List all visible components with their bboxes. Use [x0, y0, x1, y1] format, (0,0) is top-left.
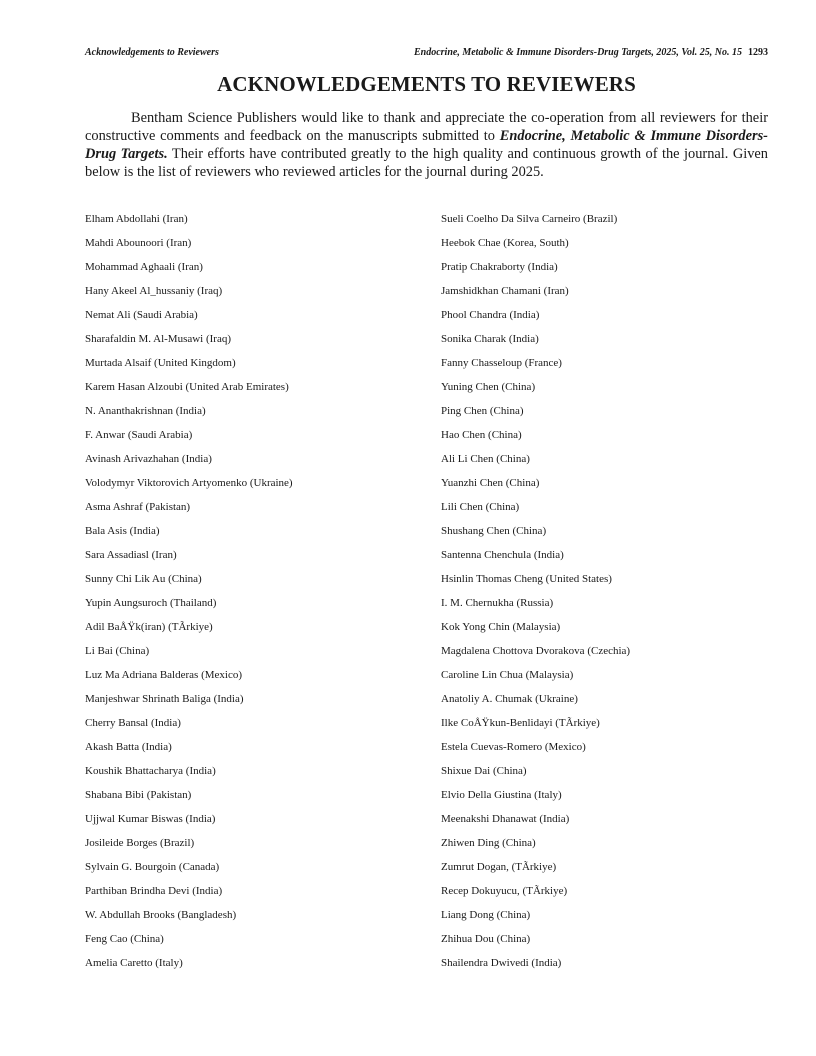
reviewer-name: Murtada Alsaif (United Kingdom) — [85, 357, 236, 369]
reviewer-name: Elvio Della Giustina (Italy) — [441, 789, 562, 801]
reviewer-name: Avinash Arivazhahan (India) — [85, 453, 212, 465]
reviewer-name: Shixue Dai (China) — [441, 765, 527, 777]
reviewer-name: Parthiban Brindha Devi (India) — [85, 885, 223, 897]
reviewer-name: Lili Chen (China) — [441, 501, 520, 513]
reviewer-name: Yuning Chen (China) — [441, 381, 536, 393]
reviewer-name: Shushang Chen (China) — [441, 525, 547, 537]
reviewer-name: Luz Ma Adriana Balderas (Mexico) — [85, 669, 242, 681]
reviewer-name: Li Bai (China) — [85, 645, 150, 657]
reviewer-name: Mahdi Abounoori (Iran) — [85, 237, 192, 249]
reviewer-name: Amelia Caretto (Italy) — [85, 957, 183, 969]
reviewer-name: Ujjwal Kumar Biswas (India) — [85, 813, 216, 825]
reviewer-name: Phool Chandra (India) — [441, 309, 540, 321]
reviewer-name: Sharafaldin M. Al-Musawi (Iraq) — [85, 333, 232, 345]
reviewer-name: Feng Cao (China) — [85, 933, 164, 945]
reviewer-name: Caroline Lin Chua (Malaysia) — [441, 669, 574, 681]
running-header — [85, 47, 768, 58]
page-number: 1293 — [748, 47, 768, 58]
reviewer-name: Sara Assadiasl (Iran) — [85, 549, 177, 561]
reviewer-name: Anatoliy A. Chumak (Ukraine) — [441, 693, 578, 705]
reviewer-name: Zumrut Dogan, (TÃrkiye) — [441, 861, 557, 873]
reviewer-name: Bala Asis (India) — [85, 525, 160, 537]
reviewer-name: Meenakshi Dhanawat (India) — [441, 813, 570, 825]
reviewer-name: Sonika Charak (India) — [441, 333, 539, 345]
running-header-left: Acknowledgements to Reviewers — [85, 47, 219, 58]
reviewer-name: Heebok Chae (Korea, South) — [441, 237, 569, 249]
reviewer-name: Josileide Borges (Brazil) — [85, 837, 195, 849]
page-title: ACKNOWLEDGEMENTS TO REVIEWERS — [217, 72, 636, 96]
reviewer-name: Volodymyr Viktorovich Artyomenko (Ukraine) — [85, 477, 293, 489]
reviewer-name: Pratip Chakraborty (India) — [441, 261, 558, 273]
reviewer-name: Elham Abdollahi (Iran) — [85, 213, 188, 225]
reviewer-name: Sylvain G. Bourgoin (Canada) — [85, 861, 220, 873]
reviewer-name: Hao Chen (China) — [441, 429, 522, 441]
reviewer-name: Adil BaÅŸk(iran) (TÃrkiye) — [85, 621, 213, 633]
reviewer-name: Zhihua Dou (China) — [441, 933, 531, 945]
reviewer-name: N. Ananthakrishnan (India) — [85, 405, 206, 417]
reviewer-name: Mohammad Aghaali (Iran) — [85, 261, 203, 273]
reviewer-name: Sueli Coelho Da Silva Carneiro (Brazil) — [441, 213, 618, 225]
reviewer-name: Zhiwen Ding (China) — [441, 837, 536, 849]
journal-citation: Endocrine, Metabolic & Immune Disorders-Drug Targets, 2025, Vol. 25, No. 15 — [414, 47, 742, 58]
reviewer-name: Magdalena Chottova Dvorakova (Czechia) — [441, 645, 631, 657]
reviewer-name: Estela Cuevas-Romero (Mexico) — [441, 741, 586, 753]
reviewer-name: Fanny Chasseloup (France) — [441, 357, 562, 369]
reviewer-name: Santenna Chenchula (India) — [441, 549, 564, 561]
reviewer-name: F. Anwar (Saudi Arabia) — [85, 429, 193, 441]
reviewer-name: Yuanzhi Chen (China) — [441, 477, 540, 489]
reviewer-name: W. Abdullah Brooks (Bangladesh) — [85, 909, 237, 921]
reviewer-name: Liang Dong (China) — [441, 909, 531, 921]
reviewer-name: Akash Batta (India) — [85, 741, 172, 753]
reviewer-name: Ping Chen (China) — [441, 405, 524, 417]
reviewer-name: Ilke CoÅŸkun-Benlidayi (TÃrkiye) — [441, 717, 600, 729]
reviewer-name: I. M. Chernukha (Russia) — [441, 597, 554, 609]
reviewer-name: Shabana Bibi (Pakistan) — [85, 789, 192, 801]
reviewer-name: Kok Yong Chin (Malaysia) — [441, 621, 561, 633]
reviewer-name: Jamshidkhan Chamani (Iran) — [441, 285, 569, 297]
reviewer-name: Asma Ashraf (Pakistan) — [85, 501, 191, 513]
reviewer-name: Sunny Chi Lik Au (China) — [85, 573, 202, 585]
reviewer-list-left — [85, 208, 293, 976]
reviewer-list-right — [441, 208, 630, 976]
reviewer-name: Ali Li Chen (China) — [441, 453, 530, 465]
reviewer-name: Hany Akeel Al_hussaniy (Iraq) — [85, 285, 223, 297]
intro-text-2: Their efforts have contributed greatly to the high quality and continuous growth of the journal. Given below is the list of reviewers who reviewed articles for the journal during 2025. — [85, 146, 768, 180]
reviewer-name: Recep Dokuyucu, (TÃrkiye) — [441, 885, 568, 897]
reviewer-name: Cherry Bansal (India) — [85, 717, 181, 729]
running-header-right — [414, 47, 768, 58]
reviewer-name: Shailendra Dwivedi (India) — [441, 957, 562, 969]
reviewer-name: Karem Hasan Alzoubi (United Arab Emirates) — [85, 381, 289, 393]
intro-paragraph — [85, 109, 768, 181]
reviewer-name: Nemat Ali (Saudi Arabia) — [85, 309, 198, 321]
reviewer-name: Manjeshwar Shrinath Baliga (India) — [85, 693, 244, 705]
journal-name: Endocrine, Metabolic & Immune Disorders-Drug Targets. — [85, 128, 768, 162]
intro-text-1: Bentham Science Publishers would like to thank and appreciate the co-operation from all reviewers for their constructive comments and feedback on the manuscripts submitted to — [85, 110, 768, 144]
reviewer-name: Hsinlin Thomas Cheng (United States) — [441, 573, 612, 585]
reviewer-name: Koushik Bhattacharya (India) — [85, 765, 216, 777]
reviewer-name: Yupin Aungsuroch (Thailand) — [85, 597, 217, 609]
